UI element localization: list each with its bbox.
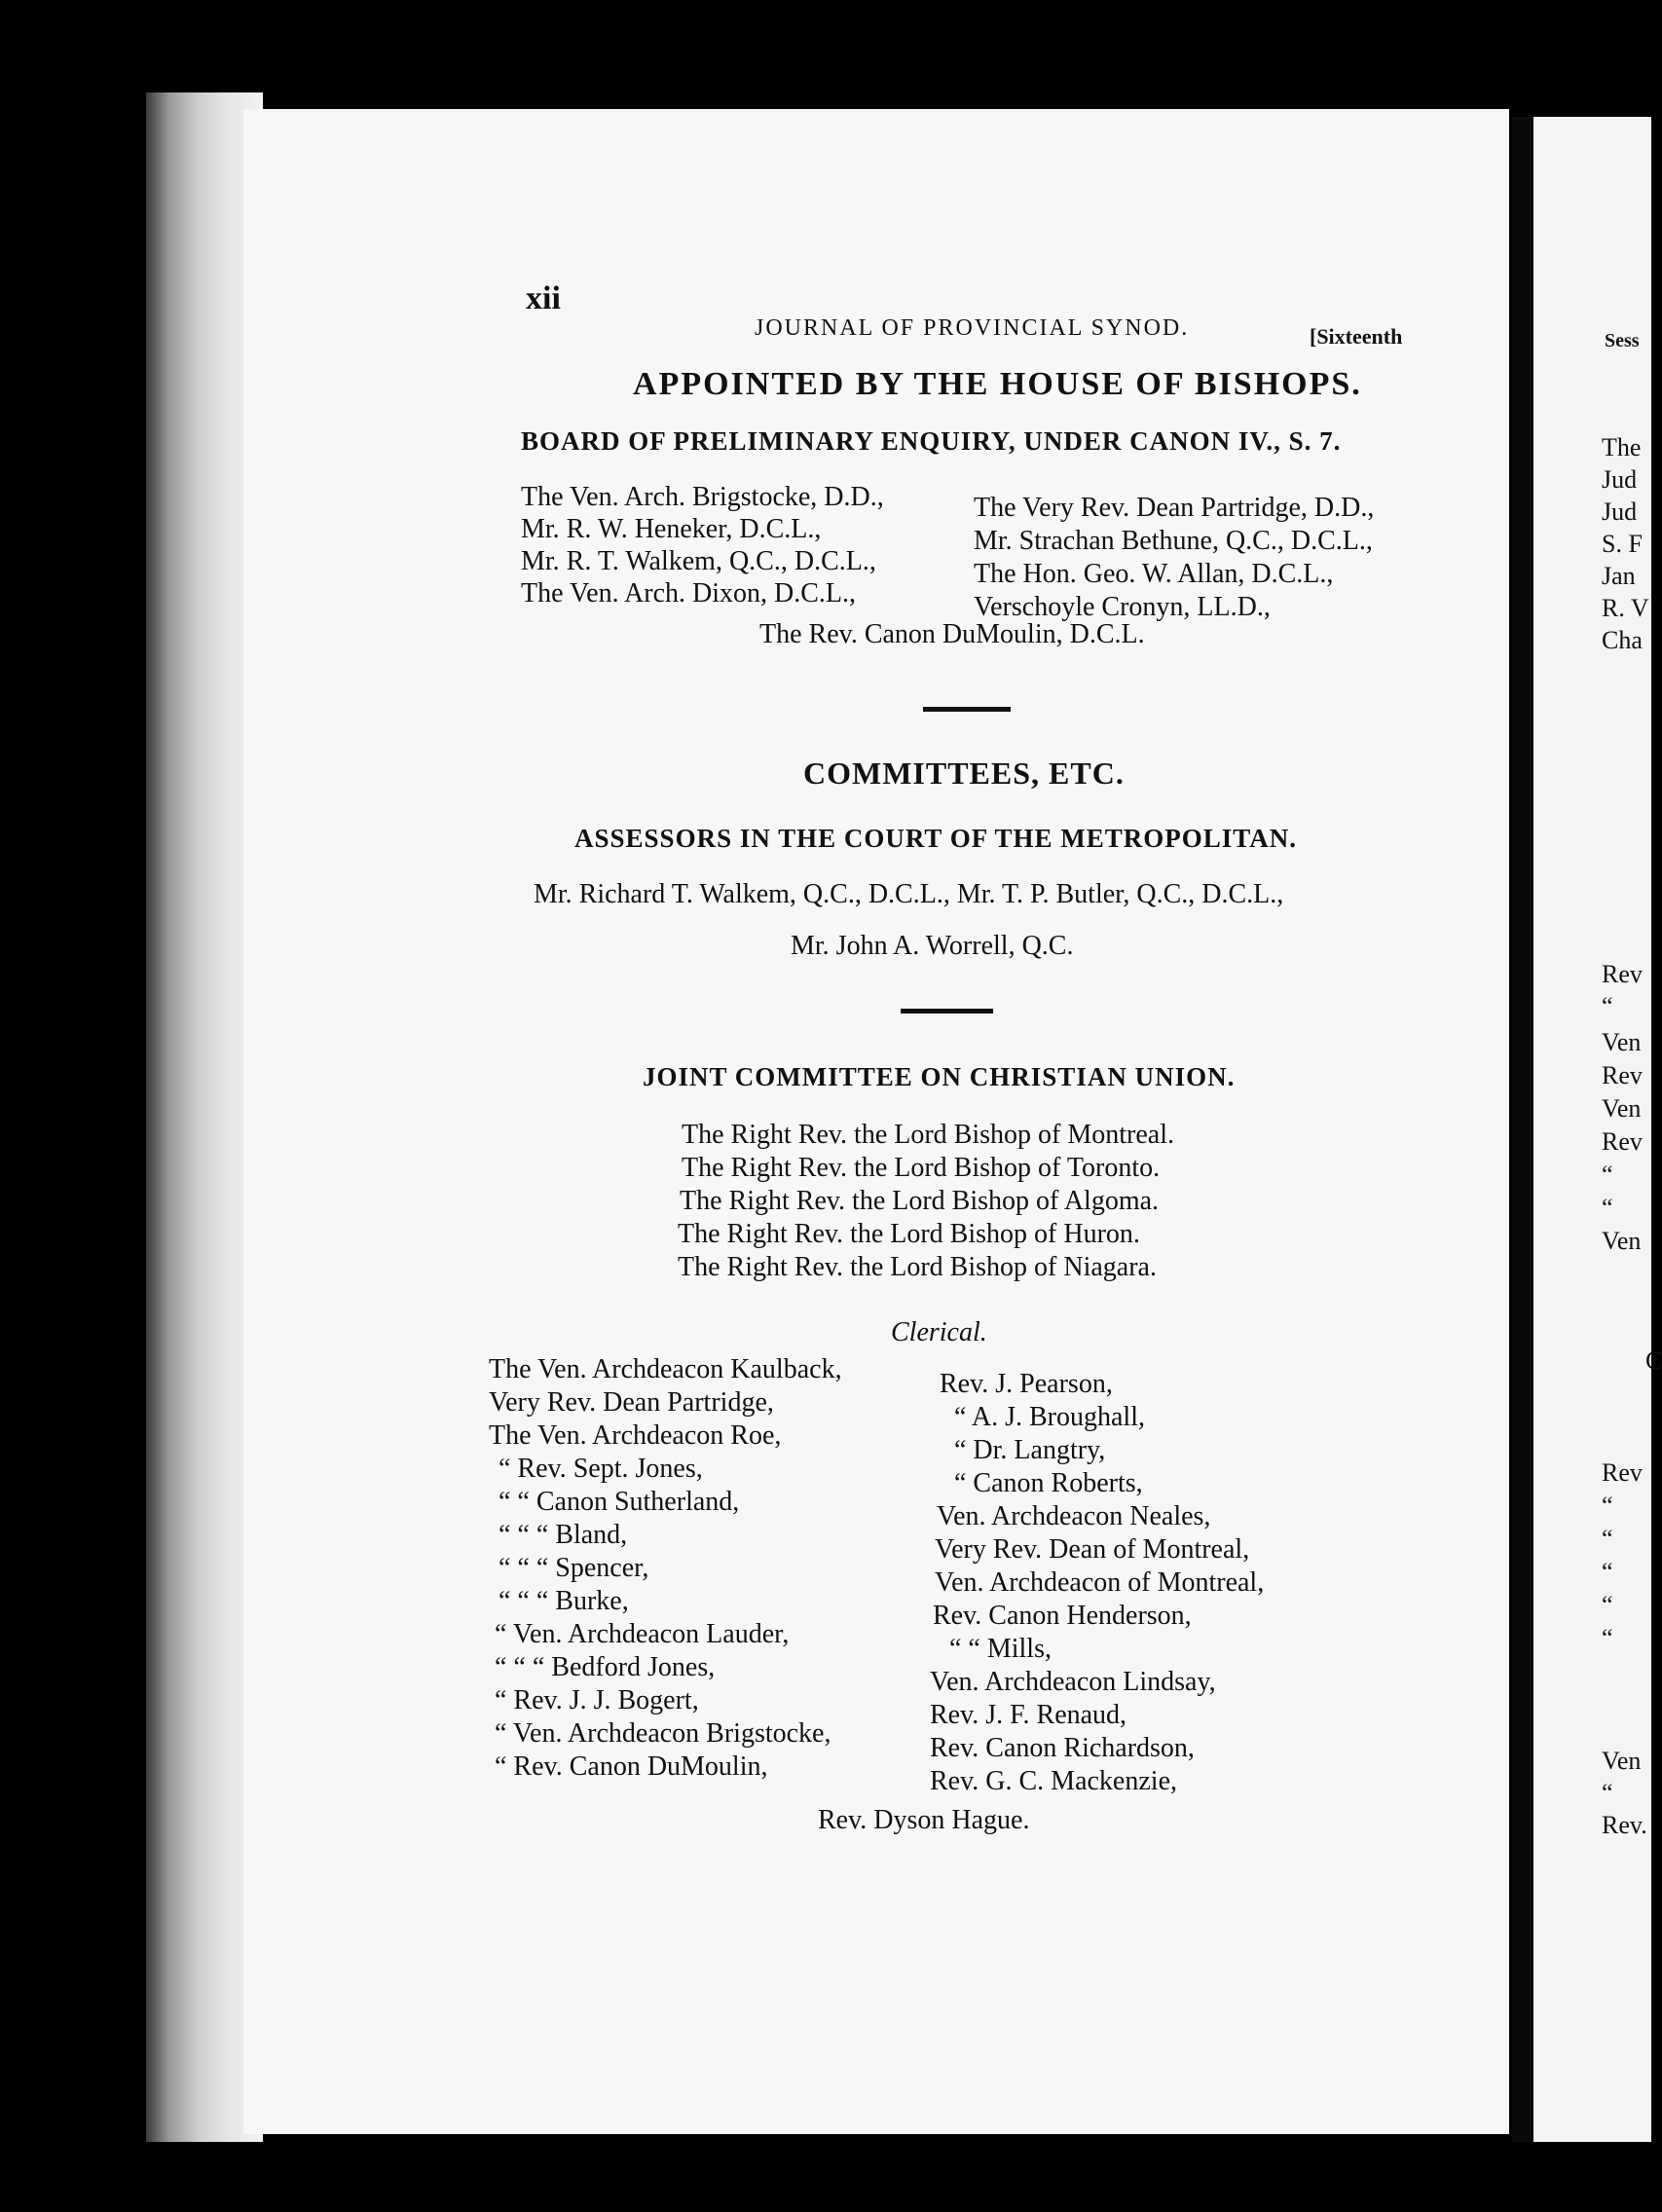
- adjacent-line: “: [1602, 1161, 1613, 1189]
- clerical-right: Ven. Archdeacon Neales,: [937, 1501, 1211, 1531]
- clerical-left: Very Rev. Dean Partridge,: [489, 1387, 774, 1418]
- bishop-line: The Right Rev. the Lord Bishop of Huron.: [678, 1219, 1140, 1249]
- board-left-4: The Ven. Arch. Dixon, D.C.L.,: [521, 578, 856, 608]
- adjacent-line: “: [1602, 1525, 1613, 1553]
- adjacent-line: Jud: [1602, 498, 1638, 526]
- clerical-left: “ Ven. Archdeacon Brigstocke,: [495, 1718, 831, 1749]
- session-mark: [Sixteenth: [1310, 324, 1403, 349]
- board-right-4: Verschoyle Cronyn, LL.D.,: [974, 592, 1271, 622]
- assessors-line-2: Mr. John A. Worrell, Q.C.: [791, 931, 1074, 961]
- adjacent-line: “: [1602, 1558, 1613, 1586]
- clerical-right: Rev. J. F. Renaud,: [930, 1700, 1127, 1730]
- board-right-2: Mr. Strachan Bethune, Q.C., D.C.L.,: [974, 526, 1373, 556]
- assessors-line-1: Mr. Richard T. Walkem, Q.C., D.C.L., Mr. T. P. Butler, Q.C., D.C.L.,: [534, 879, 1284, 909]
- board-left-1: The Ven. Arch. Brigstocke, D.D.,: [521, 482, 884, 512]
- adjacent-line: Rev: [1602, 1127, 1643, 1156]
- clerical-left: The Ven. Archdeacon Roe,: [489, 1420, 782, 1451]
- clerical-left: “ Rev. J. J. Bogert,: [495, 1685, 699, 1715]
- clerical-left: “ “ Canon Sutherland,: [499, 1487, 740, 1517]
- clerical-right: Rev. J. Pearson,: [940, 1369, 1113, 1399]
- adjacent-line: “: [1602, 1492, 1613, 1520]
- clerical-left: “ “ “ Spencer,: [499, 1553, 649, 1583]
- running-title: JOURNAL OF PROVINCIAL SYNOD.: [755, 315, 1190, 341]
- bishop-line: The Right Rev. the Lord Bishop of Algoma.: [680, 1186, 1160, 1216]
- clerical-left: “ Rev. Canon DuMoulin,: [495, 1751, 768, 1782]
- board-title: BOARD OF PRELIMINARY ENQUIRY, UNDER CANON IV., S. 7.: [521, 426, 1342, 456]
- clerical-left: “ “ “ Bedford Jones,: [495, 1652, 716, 1682]
- adjacent-line: The: [1602, 433, 1642, 461]
- bishop-line: The Right Rev. the Lord Bishop of Niagara.: [678, 1252, 1157, 1282]
- adjacent-line: Ven: [1602, 1028, 1642, 1056]
- clerical-right: “ Dr. Langtry,: [954, 1435, 1106, 1465]
- adjacent-line: R. V: [1602, 594, 1649, 622]
- board-left-3: Mr. R. T. Walkem, Q.C., D.C.L.,: [521, 546, 876, 576]
- joint-title: JOINT COMMITTEE ON CHRISTIAN UNION.: [643, 1062, 1236, 1091]
- clerical-left: The Ven. Archdeacon Kaulback,: [489, 1354, 842, 1384]
- clerical-right: Ven. Archdeacon of Montreal,: [935, 1567, 1265, 1598]
- clerical-right: “ “ Mills,: [949, 1634, 1052, 1664]
- board-right-3: The Hon. Geo. W. Allan, D.C.L.,: [974, 559, 1334, 589]
- clerical-left: “ Rev. Sept. Jones,: [499, 1454, 703, 1484]
- adjacent-line: Jan: [1602, 562, 1636, 590]
- adjacent-header: Sess: [1605, 330, 1640, 351]
- adjacent-line: “: [1602, 1591, 1613, 1619]
- adjacent-line: Rev.: [1602, 1811, 1647, 1839]
- adjacent-line: “: [1602, 1194, 1613, 1222]
- adjacent-line: Rev: [1602, 1061, 1643, 1089]
- assessors-title: ASSESSORS IN THE COURT OF THE METROPOLITAN.: [574, 824, 1297, 853]
- committees-title: COMMITTEES, ETC.: [803, 756, 1125, 791]
- clerical-right: Rev. Canon Richardson,: [930, 1733, 1195, 1763]
- adjacent-line: “: [1602, 1624, 1613, 1652]
- bishop-line: The Right Rev. the Lord Bishop of Toronto.: [682, 1153, 1161, 1183]
- clerical-last: Rev. Dyson Hague.: [818, 1805, 1030, 1835]
- bishop-line: The Right Rev. the Lord Bishop of Montreal.: [682, 1120, 1174, 1150]
- board-last: The Rev. Canon DuMoulin, D.C.L.: [759, 619, 1145, 649]
- board-left-2: Mr. R. W. Heneker, D.C.L.,: [521, 514, 822, 544]
- adjacent-line: Ven: [1602, 1094, 1642, 1123]
- clerical-right: “ A. J. Broughall,: [954, 1402, 1145, 1432]
- appointed-title: APPOINTED BY THE HOUSE OF BISHOPS.: [633, 366, 1362, 402]
- clerical-right: Ven. Archdeacon Lindsay,: [930, 1667, 1216, 1697]
- adjacent-fragment: C: [1645, 1346, 1662, 1375]
- clerical-right: Rev. Canon Henderson,: [933, 1601, 1192, 1631]
- board-right-1: The Very Rev. Dean Partridge, D.D.,: [974, 493, 1375, 523]
- adjacent-line: Jud: [1602, 465, 1638, 494]
- adjacent-line: Ven: [1602, 1227, 1642, 1255]
- section-rule-2: [901, 1009, 993, 1014]
- adjacent-line: Rev: [1602, 1458, 1643, 1487]
- adjacent-line: “: [1602, 992, 1613, 1020]
- clerical-left: “ “ “ Bland,: [499, 1520, 628, 1550]
- page-number: xii: [526, 280, 561, 316]
- clerical-heading: Clerical.: [891, 1317, 987, 1347]
- clerical-left: “ Ven. Archdeacon Lauder,: [495, 1619, 790, 1649]
- adjacent-line: Cha: [1602, 626, 1643, 654]
- page-gutter: [1512, 117, 1533, 2142]
- adjacent-line: Rev: [1602, 960, 1643, 988]
- clerical-right: Rev. G. C. Mackenzie,: [930, 1766, 1177, 1796]
- section-rule: [923, 707, 1011, 712]
- adjacent-line: Ven: [1602, 1747, 1642, 1775]
- clerical-right: “ Canon Roberts,: [954, 1468, 1143, 1498]
- adjacent-line: “: [1602, 1779, 1613, 1807]
- adjacent-line: S. F: [1602, 530, 1643, 558]
- clerical-left: “ “ “ Burke,: [499, 1586, 629, 1616]
- clerical-right: Very Rev. Dean of Montreal,: [935, 1534, 1250, 1565]
